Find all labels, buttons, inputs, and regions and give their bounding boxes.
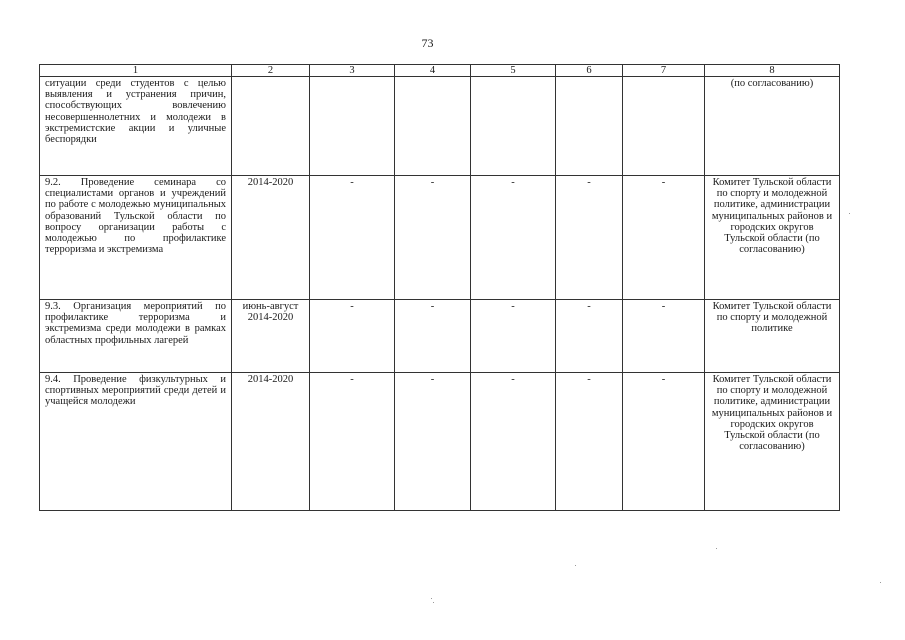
measure-description: ситуации среди студентов с целью выявления и устранения причин, способствующих вовлечению несовершеннолетних и молодежи в экстремистские акции и уличные беспорядки bbox=[40, 77, 232, 176]
responsible-cell: (по согласованию) bbox=[705, 77, 840, 176]
value-cell: - bbox=[395, 300, 471, 373]
period-cell: 2014-2020 bbox=[232, 373, 310, 511]
value-cell: - bbox=[623, 176, 705, 300]
responsible-cell: Комитет Тульской области по спорту и молодежной политике, администрации муниципальных районов и городских округов Тульской области (по согласованию) bbox=[705, 373, 840, 511]
responsible-cell: Комитет Тульской области по спорту и молодежной политике, администрации муниципальных районов и городских округов Тульской области (по согласованию) bbox=[705, 176, 840, 300]
column-header: 1 bbox=[40, 65, 232, 77]
scan-speck bbox=[433, 602, 434, 603]
value-cell: - bbox=[310, 176, 395, 300]
scan-speck bbox=[716, 548, 717, 549]
value-cell: - bbox=[395, 176, 471, 300]
column-header: 3 bbox=[310, 65, 395, 77]
table-row bbox=[40, 373, 840, 511]
value-cell bbox=[471, 77, 556, 176]
value-cell: - bbox=[623, 300, 705, 373]
measure-description: 9.2. Проведение семинара со специалистами органов и учреждений по работе с молодежью муниципальных образований Тульской области по вопросу организации работы с молодежью по профилактике терроризма и экстремизма bbox=[40, 176, 232, 300]
header-row bbox=[40, 65, 840, 77]
measure-description: 9.4. Проведение физкультурных и спортивных мероприятий среди детей и учащейся молодежи bbox=[40, 373, 232, 511]
value-cell: - bbox=[310, 373, 395, 511]
value-cell bbox=[395, 77, 471, 176]
scan-speck bbox=[431, 598, 432, 599]
column-header: 4 bbox=[395, 65, 471, 77]
value-cell bbox=[556, 77, 623, 176]
table-row bbox=[40, 176, 840, 300]
table-row bbox=[40, 77, 840, 176]
value-cell: - bbox=[556, 300, 623, 373]
period-cell: июнь-август 2014-2020 bbox=[232, 300, 310, 373]
scan-speck bbox=[849, 213, 850, 214]
plan-table bbox=[39, 64, 840, 511]
scan-speck bbox=[880, 582, 881, 583]
column-header: 8 bbox=[705, 65, 840, 77]
page-number: 73 bbox=[421, 36, 434, 50]
value-cell: - bbox=[310, 300, 395, 373]
period-cell bbox=[232, 77, 310, 176]
column-header: 6 bbox=[556, 65, 623, 77]
table-row bbox=[40, 300, 840, 373]
column-header: 7 bbox=[623, 65, 705, 77]
value-cell: - bbox=[556, 373, 623, 511]
value-cell: - bbox=[471, 373, 556, 511]
value-cell: - bbox=[395, 373, 471, 511]
measure-description: 9.3. Организация мероприятий по профилактике терроризма и экстремизма среди молодежи в рамках областных профильных лагерей bbox=[40, 300, 232, 373]
responsible-cell: Комитет Тульской области по спорту и молодежной политике bbox=[705, 300, 840, 373]
value-cell bbox=[623, 77, 705, 176]
column-header: 5 bbox=[471, 65, 556, 77]
column-header: 2 bbox=[232, 65, 310, 77]
value-cell: - bbox=[556, 176, 623, 300]
value-cell: - bbox=[471, 176, 556, 300]
period-cell: 2014-2020 bbox=[232, 176, 310, 300]
value-cell bbox=[310, 77, 395, 176]
value-cell: - bbox=[471, 300, 556, 373]
value-cell: - bbox=[623, 373, 705, 511]
scan-speck bbox=[575, 565, 576, 566]
